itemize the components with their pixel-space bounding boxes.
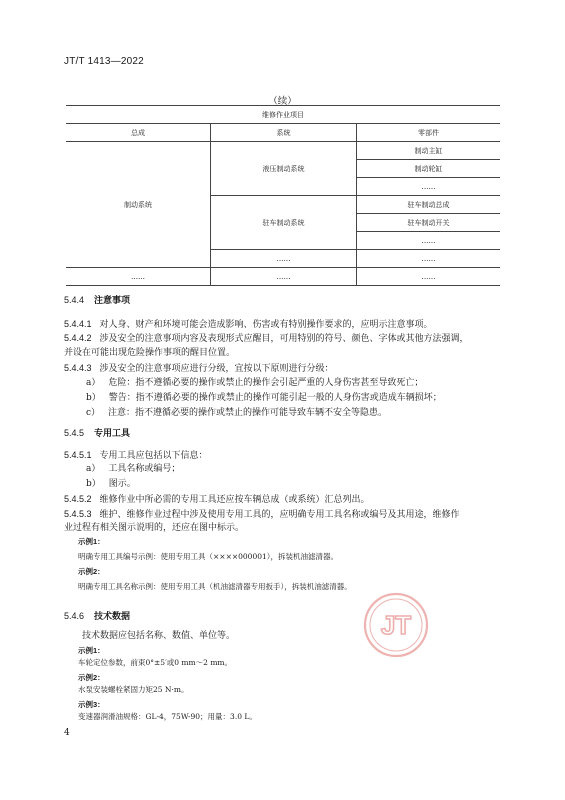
clause-text: 涉及安全的注意事项应进行分级，宜按以下原则进行分级： [99,364,334,374]
example-heading: 示例2： [78,567,105,576]
table-cell-part: 制动轮缸 [357,160,501,178]
list-item [86,407,387,419]
clause-paragraph [64,332,469,345]
column-header: 总成 [66,124,211,142]
list-item [86,392,442,404]
table-cell-assembly: 制动系统 [66,142,211,268]
list-item [86,377,423,389]
section-title: 专用工具 [94,428,131,438]
list-marker: c） [86,408,101,418]
table-cell-part: 驻车制动开关 [357,214,501,232]
table-cell-part: 驻车制动总成 [357,196,501,214]
page-number: 4 [64,728,70,738]
example-heading: 示例3： [78,700,105,709]
clause-number: 5.4.5.2 [64,494,92,504]
table-cell-part: 制动主缸 [357,142,501,160]
table-cell-assembly: …… [66,268,211,286]
stamp-icon [363,592,429,658]
list-text: 危险：指不遵循必要的操作或禁止的操作会引起严重的人身伤害甚至导致死亡； [108,378,424,388]
example-heading: 示例2： [78,673,105,682]
example-text: 水泵安装螺栓紧固力矩25 N·m。 [78,685,189,694]
clause-text: 对人身、财产和环境可能会造成影响、伤害或有特别操作要求的，应明示注意事项。 [99,320,433,330]
section-number: 5.4.6 [64,611,85,621]
section-number: 5.4.5 [64,428,85,438]
example-text: 明确专用工具编号示例：使用专用工具（××××000001），拆装机油滤清器。 [78,552,339,561]
document-code: JT/T 1413—2022 [64,56,144,67]
list-marker: a） [86,378,101,388]
table-cell-part: …… [357,268,501,286]
clause-number: 5.4.5.3 [64,509,92,519]
clause-paragraph [64,318,433,331]
list-text: 警告：指不遵循必要的操作或禁止的操作可能引起一般的人身伤害或造成车辆损坏； [108,393,442,403]
clause-paragraph: 技术数据应包括名称、数值、单位等。 [82,631,236,641]
table-cell-system: 液压制动系统 [211,142,357,196]
table-cell-part: …… [357,178,501,196]
section-title: 注意事项 [94,295,131,305]
column-header: 零部件 [357,124,501,142]
continued-label: （续） [268,96,297,107]
section-heading [64,427,130,440]
list-marker: a） [86,464,101,474]
table-cell-system: …… [211,268,357,286]
clause-number: 5.4.4.2 [64,333,92,343]
list-text: 图示。 [108,479,136,489]
column-header: 系统 [211,124,357,142]
list-text: 工具名称或编号； [108,464,181,474]
section-title: 技术数据 [94,611,131,621]
table-cell-system: …… [211,250,357,268]
list-marker: b） [86,479,101,489]
clause-number: 5.4.4.1 [64,319,92,329]
clause-paragraph [64,493,370,506]
maintenance-items-table [66,105,500,286]
table-title: 维修作业项目 [66,106,500,124]
clause-continuation: 并设在可能出现危险操作事项的醒目位置。 [64,348,236,358]
clause-text: 维修作业中所必需的专用工具还应按车辆总成（或系统）汇总列出。 [99,495,370,505]
clause-paragraph [64,449,208,462]
list-marker: b） [86,393,101,403]
clause-paragraph [64,362,334,375]
clause-number: 5.4.5.1 [64,450,92,460]
svg-text:JT: JT [380,610,412,640]
example-heading: 示例1： [78,646,105,655]
table-cell-part: …… [357,232,501,250]
example-heading: 示例1： [78,537,105,546]
clause-paragraph [64,508,460,521]
clause-continuation: 业过程有相关图示说明的，还应在图中标示。 [64,523,245,533]
example-text: 车轮定位参数，前束0°±5′或0 mm～2 mm。 [78,658,233,667]
clause-number: 5.4.4.3 [64,363,92,373]
example-text: 明确专用工具名称示例：使用专用工具（机油滤清器专用扳手），拆装机油滤清器。 [78,582,352,591]
list-item [86,463,180,475]
section-heading [64,610,130,623]
clause-text: 维护、维修作业过程中涉及使用专用工具的，应明确专用工具名称或编号及其用途，维修作 [99,510,460,520]
table-cell-system: 驻车制动系统 [211,196,357,250]
example-text: 变速器润滑油规格：GL-4，75W-90；用量：3.0 L。 [78,712,257,721]
section-heading [64,294,130,307]
clause-text: 专用工具应包括以下信息： [99,451,208,461]
section-number: 5.4.4 [64,295,85,305]
table-cell-part: …… [357,250,501,268]
jt-watermark-stamp [363,592,429,662]
list-text: 注意：指不遵循必要的操作或禁止的操作可能导致车辆不安全等隐患。 [108,408,388,418]
list-item [86,478,136,490]
clause-text: 涉及安全的注意事项内容及表现形式应醒目，可用特别的符号、颜色、字体或其他方法强调， [99,334,469,344]
